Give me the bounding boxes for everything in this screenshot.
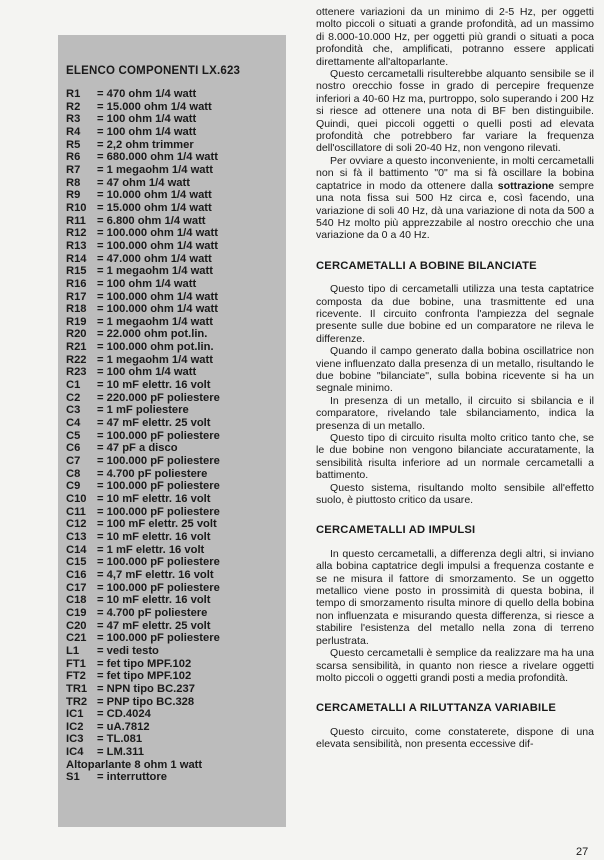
component-id: C18 [66,594,87,607]
bold-term: sottrazione [497,179,555,192]
component-value: LM.311 [106,746,144,759]
component-value: 47 mF elettr. 25 volt [106,417,211,430]
component-value: 680.000 ohm 1/4 watt [106,151,218,164]
component-value: NPN tipo BC.237 [106,682,195,695]
component-row: C2 = 220.000 pF poliestere [66,391,220,404]
section-heading: CERCAMETALLI A RILUTTANZA VARIABILE [316,702,557,715]
component-value: 10 mF elettr. 16 volt [106,493,211,505]
component-id: C19 [66,606,87,619]
component-id: R7 [66,163,81,176]
component-id: TR1 [66,682,88,695]
component-row: R2 = 15.000 ohm 1/4 watt [66,100,212,113]
component-row: R4 = 100 ohm 1/4 watt [66,125,197,138]
component-row: C14 = 1 mF elettr. 16 volt [66,543,205,556]
component-value: 1 megaohm 1/4 watt [106,163,213,176]
component-row: R15 = 1 megaohm 1/4 watt [66,265,213,278]
component-row: R17 = 100.000 ohm 1/4 watt [66,290,218,303]
component-row: R21 = 100.000 ohm pot.lin. [66,341,214,354]
component-id: C20 [66,619,87,632]
paragraph: Quando il campo generato dalla bobina oscillatrice non viene influenzato dalla presenza di un metallo, risultando le due bobine "bilanciate", sulla bobina ricevente si ha un segnale minimo. [316,345,594,395]
paragraph: Questo tipo di cercametalli utilizza una testa captatrice composta da due bobine, una trasmittente ed una ricevente. Il circuito confronta l'ampiezza del segnale presente sulle due bobine ed un comparatore ne rileva le differenze. [316,283,594,345]
component-row: R11 = 6.800 ohm 1/4 watt [66,214,206,227]
section-heading: CERCAMETALLI AD IMPULSI [316,524,476,537]
component-value: vedi testo [106,644,159,657]
component-value: 47 ohm 1/4 watt [106,176,190,189]
component-id: C14 [66,543,87,556]
component-value: PNP tipo BC.328 [106,695,195,708]
component-row: C5 = 100.000 pF poliestere [66,429,220,442]
component-row: R20 = 22.000 ohm pot.lin. [66,328,208,341]
component-id: C9 [66,480,81,493]
component-value: 1 mF poliestere [106,404,189,417]
component-id: C5 [66,429,81,442]
component-id: R17 [66,290,87,303]
component-value: 100 mF elettr. 25 volt [106,518,217,531]
component-row: R9 = 10.000 ohm 1/4 watt [66,189,212,202]
paragraph: Questo sistema, risultando molto sensibile all'effetto suolo, è piuttosto critico da usare. [316,481,594,507]
component-id: C6 [66,442,81,455]
component-value: 2,2 ohm trimmer [106,138,194,151]
component-value: 100.000 ohm 1/4 watt [106,227,218,240]
page-number: 27 [576,846,589,858]
component-value: 470 ohm 1/4 watt [106,88,197,100]
component-row: R13 = 100.000 ohm 1/4 watt [66,239,218,252]
component-row: R22 = 1 megaohm 1/4 watt [66,353,213,366]
component-value: 10.000 ohm 1/4 watt [106,189,212,202]
component-row: S1 = interruttore [66,771,167,784]
component-value: 4,7 mF elettr. 16 volt [106,568,214,581]
component-row: R7 = 1 megaohm 1/4 watt [66,163,213,176]
component-id: C11 [66,505,86,518]
component-value: 100 ohm 1/4 watt [106,113,197,126]
component-id: R8 [66,176,81,189]
component-id: C12 [66,518,87,531]
component-value: 1 megaohm 1/4 watt [106,315,213,328]
component-value: fet tipo MPF.102 [106,670,192,683]
component-value: fet tipo MPF.102 [106,657,192,670]
component-id: R6 [66,151,81,164]
component-row: C16 = 4,7 mF elettr. 16 volt [66,568,214,581]
component-id: IC4 [66,746,84,759]
component-row: C4 = 47 mF elettr. 25 volt [66,417,211,430]
component-row: L1 = vedi testo [66,644,159,657]
component-id: R20 [66,328,87,341]
component-row: C15 = 100.000 pF poliestere [66,556,220,569]
component-id: C21 [66,632,87,645]
component-value: 15.000 ohm 1/4 watt [106,100,212,113]
component-id: S1 [66,771,80,784]
component-value: 100 ohm 1/4 watt [106,125,197,138]
component-value: 47.000 ohm 1/4 watt [106,252,212,265]
component-row: C1 = 10 mF elettr. 16 volt [66,379,211,392]
component-row: TR1 = NPN tipo BC.237 [66,682,195,695]
component-value: 47 mF elettr. 25 volt [106,619,211,632]
component-row: C8 = 4.700 pF poliestere [66,467,208,480]
component-id: R9 [66,189,81,202]
component-value: 100.000 pF poliestere [106,429,220,442]
component-id: C3 [66,404,81,417]
component-value: 100 ohm 1/4 watt [106,277,197,290]
component-value: 100.000 ohm 1/4 watt [106,303,218,316]
component-id: L1 [66,644,80,657]
component-value: 10 mF elettr. 16 volt [106,594,211,607]
components-box [58,35,286,827]
component-id: C17 [66,581,87,594]
component-value: CD.4024 [106,708,151,721]
component-row: IC4 = LM.311 [66,746,144,759]
component-value: 10 mF elettr. 16 volt [106,530,211,543]
component-row: R3 = 100 ohm 1/4 watt [66,113,197,126]
component-value: 100.000 pF poliestere [106,632,220,645]
paragraph: In presenza di un metallo, il circuito si sbilancia e il comparatore, rivelando tale sbilanciamento, indica la presenza di un metallo. [316,394,594,432]
component-value: 100 ohm 1/4 watt [106,366,197,379]
component-row: TR2 = PNP tipo BC.328 [66,695,195,708]
component-row: R1 = 470 ohm 1/4 watt [66,88,197,100]
paragraph: ottenere variazioni da un minimo di 2-5 Hz, per oggetti molto piccoli o situati a grande profondità, ad un massimo di 8.000-10.000 Hz, per oggetti più grandi o situati a poca profondità che, amplificati, potranno essere applicati direttamente all'altoparlante. [316,6,594,68]
component-row: C9 = 100.000 pF poliestere [66,480,220,493]
component-id: R10 [66,201,87,214]
component-row: FT2 = fet tipo MPF.102 [66,670,192,683]
component-id: R3 [66,113,81,126]
component-id: R23 [66,366,87,379]
component-id: C16 [66,568,87,581]
component-id: R21 [66,341,87,354]
component-row: IC3 = TL.081 [66,733,143,746]
component-row: IC1 = CD.4024 [66,708,151,721]
component-row: FT1 = fet tipo MPF.102 [66,657,192,670]
component-value: 1 mF elettr. 16 volt [106,543,205,556]
component-id: R16 [66,277,87,290]
component-row: C7 = 100.000 pF poliestere [66,455,220,468]
component-id: FT1 [66,657,86,670]
component-row: R5 = 2,2 ohm trimmer [66,138,194,151]
article-column [316,6,594,751]
component-value: 22.000 ohm pot.lin. [106,328,208,341]
component-row: C19 = 4.700 pF poliestere [66,606,208,619]
component-row: C20 = 47 mF elettr. 25 volt [66,619,211,632]
component-value: 15.000 ohm 1/4 watt [106,201,212,214]
component-value: 6.800 ohm 1/4 watt [106,214,206,227]
component-row: R23 = 100 ohm 1/4 watt [66,366,197,379]
component-value: 100.000 ohm 1/4 watt [106,290,218,303]
paragraph: Questo circuito, come constaterete, dispone di una elevata sensibilità, non presenta eccessive dif- [316,725,594,751]
component-id: C10 [66,493,87,505]
component-row: C18 = 10 mF elettr. 16 volt [66,594,211,607]
component-value: 1 megaohm 1/4 watt [106,353,213,366]
component-row: R6 = 680.000 ohm 1/4 watt [66,151,218,164]
component-value: TL.081 [106,733,143,746]
component-value: 47 pF a disco [106,442,178,455]
component-id: IC3 [66,733,84,746]
component-value: 10 mF elettr. 16 volt [106,379,211,392]
component-row: R8 = 47 ohm 1/4 watt [66,176,190,189]
component-row: R18 = 100.000 ohm 1/4 watt [66,303,218,316]
component-value: 100.000 pF poliestere [106,556,220,569]
component-row: C13 = 10 mF elettr. 16 volt [66,530,211,543]
component-row: IC2 = uA.7812 [66,720,150,733]
component-id: FT2 [66,670,86,683]
component-id: R18 [66,303,87,316]
component-row: C17 = 100.000 pF poliestere [66,581,220,594]
component-row: R14 = 47.000 ohm 1/4 watt [66,252,212,265]
component-id: C15 [66,556,87,569]
component-row: R10 = 15.000 ohm 1/4 watt [66,201,212,214]
component-id: R12 [66,227,87,240]
component-id: R13 [66,239,87,252]
component-value: 4.700 pF poliestere [106,467,208,480]
component-id: IC2 [66,720,84,733]
section-heading: CERCAMETALLI A BOBINE BILANCIATE [316,259,537,272]
component-value: interruttore [106,771,167,784]
paragraph: Per ovviare a questo inconveniente, in molti cercametalli non si fà il battimento "0" ma si fà oscillare la bobina captatrice in modo da ottenere dalla sottrazione sempre una nota fissa sui 500 Hz circa e, così facendo, una variazione di soli 40 Hz, dà una variazione di nota da 500 a 540 Hz molto più apprezzabile al nostro orecchio che una variazione da 0 a 40 Hz. [316,154,594,242]
component-id: C13 [66,530,87,543]
component-value: 100.000 ohm 1/4 watt [106,239,218,252]
component-id: C7 [66,455,81,468]
component-row: C12 = 100 mF elettr. 25 volt [66,518,217,531]
component-id: R15 [66,265,87,278]
component-id: R5 [66,138,81,151]
paragraph: In questo cercametalli, a differenza degli altri, si inviano alla bobina captatrice degli impulsi a frequenza costante e se ne misura il fattore di smorzamento. Se un oggetto metallico viene posto in prossimità di questa bobina, il tempo di smorzamento risulta minore di quello della bobina non influenzata e misurando questa differenza, si riesce a stabilire l'esistenza del metallo nella zona di terreno perlustrata. [316,547,594,647]
component-id: R1 [66,88,81,100]
component-id: C4 [66,417,81,430]
component-id: R19 [66,315,87,328]
paragraph: Questo cercametalli risulterebbe alquanto sensibile se il nostro orecchio fosse in grado di percepire frequenze inferiori a 40-60 Hz ma, purtroppo, solo superando i 200 Hz si riesce ad ottenere una nota di BF ben distinguibile. Quindi, quei piccoli oggetti o quelli posti ad elevata profondità che potrebbero far variare la frequenza dell'oscillatore di soli 20-40 Hz, non vengono rilevati. [316,68,594,155]
component-row: R16 = 100 ohm 1/4 watt [66,277,197,290]
component-id: TR2 [66,695,88,708]
component-value: 100.000 pF poliestere [106,505,220,518]
component-row: R19 = 1 megaohm 1/4 watt [66,315,213,328]
component-value: 4.700 pF poliestere [106,606,208,619]
components-list [66,88,286,784]
component-value: 100.000 ohm pot.lin. [106,341,214,354]
component-value: uA.7812 [106,720,150,733]
component-id: R2 [66,100,81,113]
component-id: R22 [66,353,87,366]
component-id: C2 [66,391,81,404]
paragraph: Questo cercametalli è semplice da realizzare ma ha una scarsa sensibilità, in quanto non riesce a rivelare oggetti molto piccoli o oggetti grandi posti a media profondità. [316,647,594,684]
component-id: C1 [66,379,81,392]
paragraph: Questo tipo di circuito risulta molto critico tanto che, se le due bobine non vengono bilanciate accuratamente, la sensibilità risulta inferiore ad un normale cercametalli a battimento. [316,432,594,482]
component-speaker: Altoparlante 8 ohm 1 watt [66,758,203,771]
component-id: C8 [66,467,81,480]
component-value: 100.000 pF poliestere [106,480,220,493]
component-value: 100.000 pF poliestere [106,455,220,468]
component-id: R14 [66,252,87,265]
component-row: C6 = 47 pF a disco [66,442,178,455]
component-value: 220.000 pF poliestere [106,391,220,404]
component-row: R12 = 100.000 ohm 1/4 watt [66,227,218,240]
component-value: 100.000 pF poliestere [106,581,220,594]
components-title: ELENCO COMPONENTI LX.623 [66,65,241,77]
component-value: 1 megaohm 1/4 watt [106,265,213,278]
component-row: C10 = 10 mF elettr. 16 volt [66,493,211,505]
component-id: IC1 [66,708,84,721]
component-row: C21 = 100.000 pF poliestere [66,632,220,645]
component-row: C3 = 1 mF poliestere [66,404,189,417]
component-id: R11 [66,214,86,227]
component-id: R4 [66,125,81,138]
component-row: C11 = 100.000 pF poliestere [66,505,220,518]
